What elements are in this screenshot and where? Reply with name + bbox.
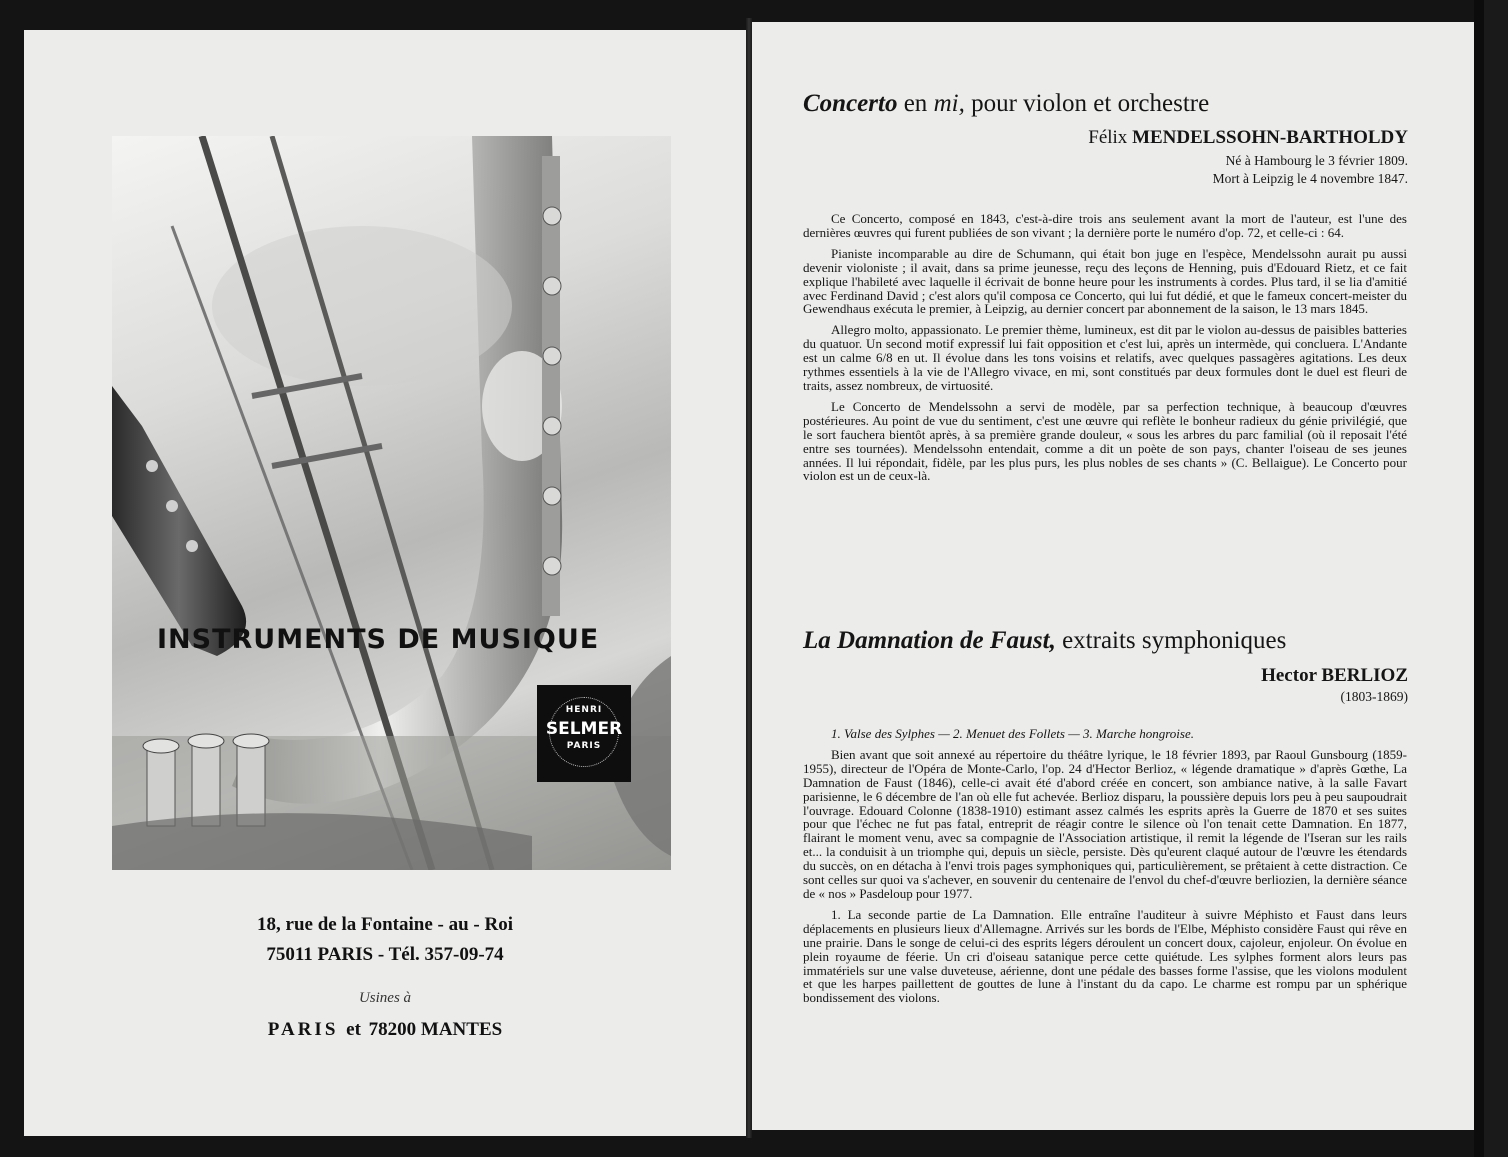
- piece2-title-bold: La Damnation de Faust,: [803, 627, 1056, 654]
- piece2-paragraph-2: 1. La seconde partie de La Damnation. Elle entraîne l'auditeur à suivre Méphisto et Faust dans leurs déplacements en plusieurs lieux d'Allemagne. Arrivés sur les bords de l'Elbe, Méphisto considère Faust qui rêve en une prairie. Dans le songe de celui-ci des esprits légers déroulent un concert doux, cajoleur, enjoleur. On évolue en plein royaume de féerie. Un cri d'oiseau satanique perce cette quiétude. Les sylphes forment alors leurs pas immatériels sur une valse duveteuse, aérienne, dont une pédale des basses forme l'assise, que les violons modulent et que les harpes paillettent de gouttes de lune à l'instant du da capo. Le charme est rompu par un sphérique bondissement des violons.: [803, 906, 1407, 1006]
- instruments-photo: [112, 136, 671, 870]
- factory-paris: PARIS: [267, 1019, 339, 1040]
- piece1-composer-last: MENDELSSOHN-BARTHOLDY: [1132, 127, 1408, 148]
- logo-line1: HENRI: [565, 705, 603, 715]
- scan-border: [1484, 0, 1508, 1157]
- piece2-composer-first: Hector: [1261, 665, 1317, 686]
- piece2-title-rest: extraits symphoniques: [1055, 627, 1287, 654]
- piece1-title-mid: en: [897, 90, 934, 117]
- page-edge: [1474, 0, 1484, 1157]
- factories-locations: [24, 1019, 746, 1041]
- piece1-title-bold: Concerto: [803, 90, 898, 117]
- factory-mantes: 78200 MANTES: [368, 1019, 503, 1040]
- left-page-advert: [24, 30, 746, 1136]
- piece1-title-rest: pour violon et orchestre: [964, 90, 1210, 117]
- piece2-paragraph-1: Bien avant que soit annexé au répertoire du théâtre lyrique, le 18 février 1893, par Raoul Gunsbourg (1859-1955), directeur de l'Opéra de Monte-Carlo, l'op. 24 d'Hector Berlioz, « légende dramatique » d'après Gœthe, La Damnation de Faust (1846), celle-ci avait été d'abord créée en concert, son ambiance native, à la salle Favart parisienne, le 6 décembre de l'an où elle fut achevée. Berlioz disparu, la poussière depuis lors peu à peu saupoudrait l'ouvrage. Edouard Colonne (1838-1910) estimant assez calmés les esprits après la Guerre de 1870 et ses suites pour que l'échec ne fut pas fatal, entreprit de réagir contre le silence où l'on tenait cette Damnation. En 1877, flairant le moment venu, avec sa compagnie de l'Association artistique, il remit la légende de l'Iseran sur les rails et... la conduisit à un triomphe qui, depuis un siècle, persiste. Dès qu'eurent claqué autour de l'œuvre les étendards du succès, on en détacha à l'envi trois pages symphoniques qui, particulièrement, se prêtaient à cette distraction. Ce sont celles sur quoi va s'achever, en souvenir du centenaire de l'envol du chef-d'œuvre berliozien, la dernière séance de « nos » Pasdeloup pour 1977.: [803, 746, 1407, 901]
- piece2-dates: (1803-1869): [1340, 689, 1408, 704]
- piece1-title: [803, 90, 1423, 118]
- piece2-composer-last: BERLIOZ: [1321, 665, 1408, 686]
- ad-headline: INSTRUMENTS DE MUSIQUE: [157, 624, 600, 655]
- piece1-paragraph-1: Ce Concerto, composé en 1843, c'est-à-dire trois ans seulement avant la mort de l'auteur, est l'une des dernières œuvres qui furent publiées de son vivant ; la dernière porte le numéro d'op. 72, et celle-ci : 64.: [803, 211, 1407, 240]
- photo-credit-text: [112, 144, 122, 184]
- piece1-born: Né à Hambourg le 3 février 1809.: [1225, 153, 1408, 168]
- piece1-title-key: mi,: [933, 90, 965, 117]
- piece2-composer: [808, 665, 1408, 687]
- piece2-title: [803, 627, 1423, 655]
- factories-label: Usines à: [358, 990, 412, 1006]
- right-page-programme: [752, 22, 1474, 1130]
- piece1-paragraph-3: Allegro molto, appassionato. Le premier thème, lumineux, est dit par le violon au-dessus de paisibles batteries du quatuor. Un second motif expressif lui fait opposition et c'est lui, après un intermède, qui concluera. L'Andante est un calme 6/8 en ut. Il évolue dans les tons voisins et relatifs, avec quelques passagères agitations. Les deux rythmes essentiels à la vie de l'Allegro vivace, en mi, sont constitués par deux formules dont le duel est fleuri de traits, assez nombreux, de virtuosité.: [803, 322, 1407, 393]
- piece1-paragraph-2: Pianiste incomparable au dire de Schumann, qui était bon juge en l'espèce, Mendelssohn aurait pu aussi devenir violoniste ; il avait, dans sa prime jeunesse, reçu des leçons de Henning, puis d'Edouard Rietz, et ce fait explique l'habileté avec laquelle il écrivait de bonne heure pour les instruments à cordes. Plus tard, il se lia d'amitié avec Ferdinand David ; c'est alors qu'il composa ce Concerto, qui lui fut dédié, et que le fameux concert-meister du Gewendhaus exécuta le premier, à Leipzig, au dernier concert par abonnement de la saison, le 13 mars 1845.: [803, 245, 1407, 317]
- factory-et: et: [346, 1019, 361, 1040]
- address-city-phone: 75011 PARIS - Tél. 357-09-74: [266, 944, 504, 965]
- piece1-composer: [808, 127, 1408, 149]
- selmer-logo: [537, 685, 631, 782]
- logo-line2: SELMER: [545, 719, 623, 739]
- piece1-notes: [803, 212, 1407, 483]
- logo-line3: PARIS: [566, 741, 602, 751]
- piece2-movements: 1. Valse des Sylphes — 2. Menuet des Follets — 3. Marche hongroise.: [831, 726, 1194, 741]
- piece1-paragraph-4: Le Concerto de Mendelssohn a servi de modèle, par sa perfection technique, à beaucoup d'œuvres postérieures. Au point de vue du sentiment, c'est une œuvre qui reflète le bonheur radieux du génie privilégié, que le sort fauchera bientôt après, à sa première grande douleur, « sous les arbres du parc familial (où il reposait l'été entre ses tournées). Mendelssohn entendait, comme a dit un poète de son pays, chanter l'oiseau de ses jeunes années. Il lui répondait, fidèle, par les plus purs, les plus nobles de ses chants » (C. Bellaigue). Le Concerto pour violon est un de ceux-là.: [803, 398, 1407, 484]
- piece1-died: Mort à Leipzig le 4 novembre 1847.: [1212, 171, 1408, 186]
- address-street: 18, rue de la Fontaine - au - Roi: [257, 914, 513, 935]
- piece1-composer-first: Félix: [1088, 127, 1128, 148]
- piece2-notes: [803, 727, 1407, 1005]
